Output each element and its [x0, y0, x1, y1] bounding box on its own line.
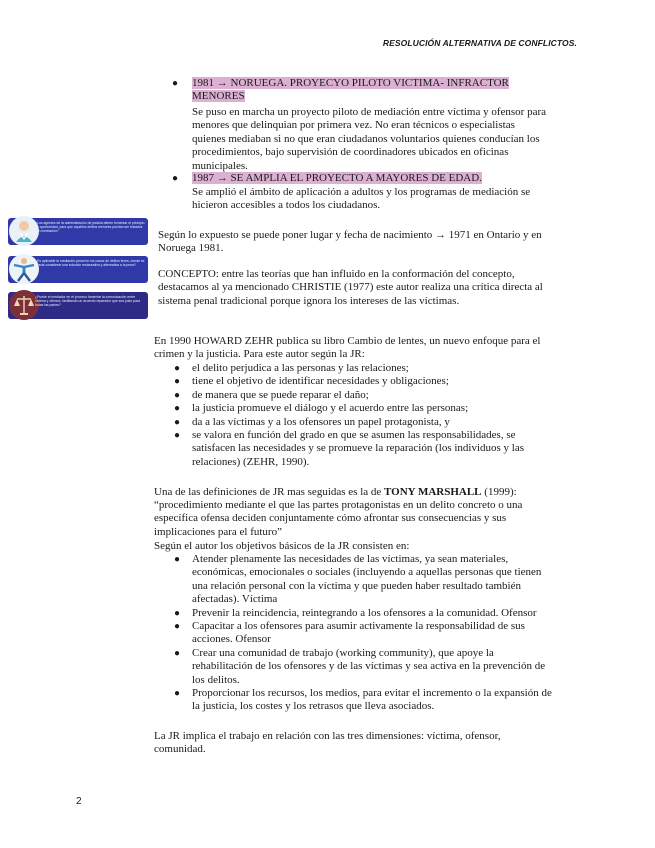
list-item-text: los delitos.	[192, 673, 240, 686]
sidebar-card-1[interactable]	[8, 218, 148, 245]
list-item-text: de manera que se puede reparar el daño;	[192, 388, 369, 401]
text-line: municipales.	[192, 159, 248, 172]
text-line: “procedimiento mediante el que las partes protagonistas en un delito concreto o una	[154, 499, 523, 511]
text-line: CONCEPTO: entre las teorías que han influido en la conformación del concepto,	[158, 268, 515, 280]
text-line: sistema penal tradicional porque ignora los intereses de las víctimas.	[158, 294, 460, 307]
sidebar-card-2[interactable]	[8, 256, 148, 283]
concept-paragraph	[158, 268, 543, 308]
list-item-text: Prevenir la reincidencia, reintegrando a los ofensores a la comunidad. Ofensor	[192, 606, 537, 619]
sidebar-card-3[interactable]	[8, 292, 148, 319]
text-line: Noruega 1981.	[158, 242, 224, 255]
text-fragment: (1999):	[481, 486, 517, 498]
list-item: ● Proporcionar los recursos, los medios, para evitar el incremento o la expansión de la justicia, los costes y los retrasos que lleva asociados.	[174, 687, 594, 714]
history-item-1-title	[192, 77, 509, 104]
list-item: ● Capacitar a los ofensores para asumir activamente la responsabilidad de sus acciones. Ofensor	[174, 620, 594, 647]
list-item-text: tiene el objetivo de identificar necesidades y obligaciones;	[192, 375, 449, 388]
document-header: RESOLUCIÓN ALTERNATIVA DE CONFLICTOS.	[382, 38, 577, 48]
list-item-text: se valora en función del grado en que se asumen las responsabilidades, se	[192, 429, 516, 442]
bullet: ●	[172, 173, 179, 184]
author-name: TONY MARSHALL	[384, 486, 482, 498]
history-item-2-title-text: 1987 → SE AMPLIA EL PROYECTO A MAYORES DE EDAD.	[192, 172, 482, 184]
text-line: Según lo expuesto se puede poner lugar y fecha de nacimiento → 1971 en Ontario y en	[158, 229, 542, 241]
marshall-objectives-intro: Según el autor los objetivos básicos de la JR consisten en:	[154, 540, 410, 552]
list-item-text: Atender plenamente las necesidades de las víctimas, ya sean materiales,	[192, 553, 509, 565]
list-item-text: satisfacen las necesidades y se promueve la reparación (los individuos y las	[192, 442, 525, 455]
text-line: específica ofensa deciden conjuntamente cómo afrontar sus consecuencias y sus	[154, 512, 507, 525]
sidebar-card-text: ¿Es aplicable la mediación penal en los casos de delitos leves, donde se pueda considerar una solución restaurativa y alternativa a la pena?	[35, 259, 145, 268]
list-item: ● tiene el objetivo de identificar necesidades y obligaciones;	[174, 375, 449, 388]
zehr-bullet-list	[174, 362, 594, 469]
list-item-text: da a las víctimas y a los ofensores un papel protagonista, y	[192, 415, 450, 428]
closing-paragraph	[154, 730, 501, 757]
text-line: Se puso en marcha un proyecto piloto de mediación entre víctima y ofensor para	[192, 106, 547, 118]
text-line: crimen y la justicia. Para este autor según la JR:	[154, 348, 365, 361]
text-line: menores que delinquian por primera vez. No eran técnicos o especialistas	[192, 119, 515, 132]
text-fragment: Una de las definiciones de JR mas seguidas es la de	[154, 486, 385, 498]
list-item: ● Crear una comunidad de trabajo (working community), que apoye la rehabilitación de los ofensores y de las víctimas y sea activa en la prevención de los delitos.	[174, 647, 594, 687]
history-item-1-body	[192, 106, 546, 173]
history-item-2-title	[192, 172, 482, 185]
page-number: 2	[76, 796, 82, 807]
marshall-intro	[154, 486, 517, 499]
text-line: procedimientos, bajo supervisión de coordinadores ubicados en oficinas	[192, 146, 509, 159]
history-item-1-title-line1: 1981 → NORUEGA. PROYECYO PILOTO VICTIMA- INFRACTOR	[192, 77, 509, 89]
list-item-text: relaciones) (ZEHR, 1990).	[192, 455, 310, 468]
history-item-1-title-line2: MENORES	[192, 90, 245, 103]
list-item: ● Atender plenamente las necesidades de las víctimas, ya sean materiales, económicas, emocionales o sociales (incluyendo a aquellas personas que tienen una relación personal con la víctima y que pueden haber resultado también afectadas). Víctima	[174, 553, 594, 607]
bullet: ●	[172, 78, 179, 89]
sidebar-card-text: ¿Los agentes de la administración de justicia deben fomentar el principio de oportunidad, para que aquellos delitos menores puedan ser tratados con mediación?	[35, 221, 145, 234]
list-item-text: el delito perjudica a las personas y las relaciones;	[192, 362, 409, 374]
history-item-2-body	[192, 186, 530, 213]
marshall-bullet-list	[174, 553, 594, 714]
list-item: ● el delito perjudica a las personas y las relaciones;	[174, 362, 409, 374]
text-line: La JR implica el trabajo en relación con las tres dimensiones: víctima, ofensor,	[154, 730, 501, 742]
list-item-text: rehabilitación de los ofensores y de las víctimas y sea activa en la prevención de	[192, 660, 546, 673]
list-item: ● Prevenir la reincidencia, reintegrando a los ofensores a la comunidad. Ofensor	[174, 607, 594, 620]
list-item-text: la justicia, los costes y los retrasos que lleva asociados.	[192, 700, 435, 713]
text-line: comunidad.	[154, 743, 206, 756]
text-line: quienes mediaban si no que eran ciudadanos voluntarios quienes conducían los	[192, 132, 540, 145]
text-line: hicieron accesibles a todos los ciudadanos.	[192, 199, 381, 212]
text-line: implicaciones para el futuro”	[154, 525, 282, 538]
text-line: destacamos al ya mencionado CHRISTIE (1977) este autor realiza una crítica directa al	[158, 281, 543, 294]
list-item: ● la justicia promueve el diálogo y el acuerdo entre las personas;	[174, 402, 469, 415]
list-item: ● de manera que se puede reparar el daño;	[174, 388, 369, 401]
list-item-text: acciones. Ofensor	[192, 633, 271, 646]
zehr-intro	[154, 335, 540, 362]
sidebar-card-text: ¿Puede el mediador en el proceso fomentar la comunicación entre víctima y ofensor, facilitando un acuerdo reparador que sea justo para todas las partes?	[35, 295, 140, 308]
list-item: ● se valora en función del grado en que se asumen las responsabilidades, se satisfacen las necesidades y se promueve la reparación (los individuos y las relaciones) (ZEHR, 1990).	[174, 429, 594, 469]
text-line: En 1990 HOWARD ZEHR publica su libro Cambio de lentes, un nuevo enfoque para el	[154, 335, 541, 347]
list-item-text: Capacitar a los ofensores para asumir activamente la responsabilidad de sus	[192, 620, 525, 633]
list-item-text: económicas, emocionales o sociales (incluyendo a aquellas personas que tienen	[192, 566, 542, 579]
list-item-text: una relación personal con la víctima y que pueden haber resultado también	[192, 579, 521, 592]
list-item: ● da a las víctimas y a los ofensores un papel protagonista, y	[174, 415, 450, 428]
list-item-text: la justicia promueve el diálogo y el acuerdo entre las personas;	[192, 402, 469, 415]
list-item-text: Crear una comunidad de trabajo (working community), que apoye la	[192, 646, 494, 659]
origin-paragraph	[158, 229, 542, 256]
list-item-text: Proporcionar los recursos, los medios, para evitar el incremento o la expansión de	[192, 687, 552, 700]
marshall-quote	[154, 499, 522, 539]
list-item-text: afectadas). Víctima	[192, 593, 278, 606]
text-line: Se amplió el ámbito de aplicación a adultos y los programas de mediación se	[192, 186, 531, 198]
